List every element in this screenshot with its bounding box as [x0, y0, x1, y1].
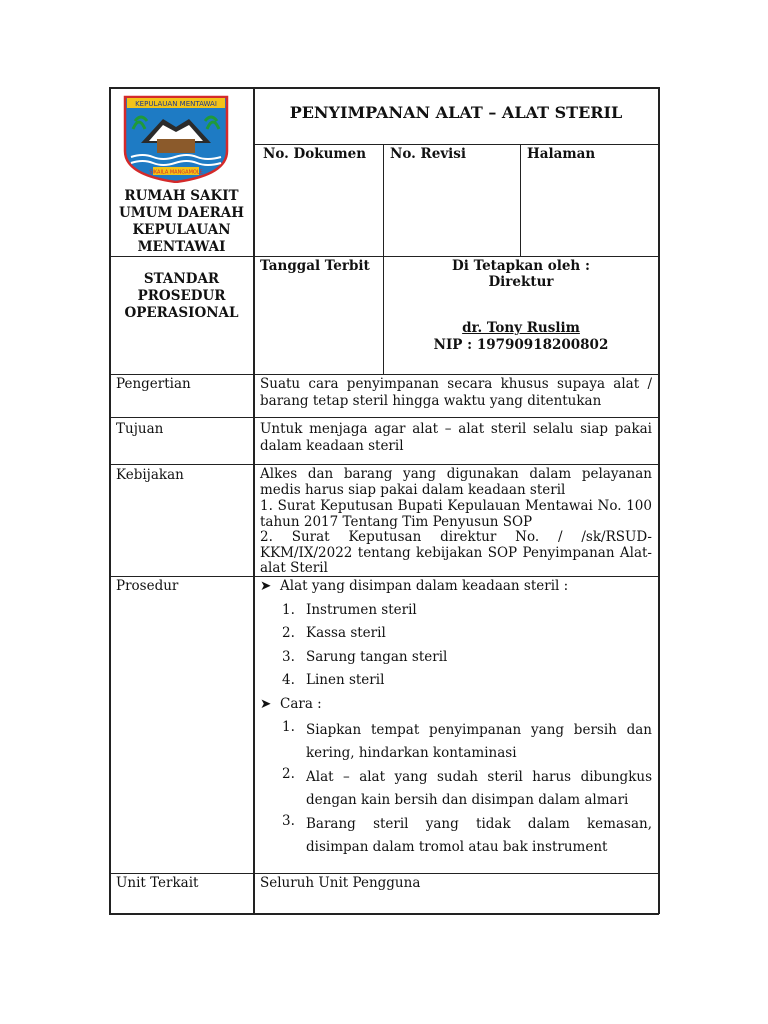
prosedur-list2-number: 2. — [282, 766, 295, 782]
arrow-bullet-icon: ➤ — [260, 578, 272, 594]
pengertian-row-divider — [109, 417, 659, 418]
sop-heading — [110, 271, 253, 322]
kebijakan-item-2: 2. Surat Keputusan direktur No. / /sk/RSUD-KKM/IX/2022 tentang kebijakan SOP Penyimpanan Alat-alat Steril — [260, 529, 652, 576]
sop-row-divider — [109, 374, 659, 375]
unit-terkait-text: Seluruh Unit Pengguna — [260, 875, 421, 891]
prosedur-list1-text: Sarung tangan steril — [306, 649, 448, 665]
prosedur-list2-text: Siapkan tempat penyimpanan yang bersih dan kering, hindarkan kontaminasi — [306, 722, 652, 761]
issue-date-label: Tanggal Terbit — [260, 258, 370, 274]
sop-heading-line-2: PROSEDUR — [137, 288, 226, 304]
table-border-right — [658, 87, 660, 914]
tujuan-label: Tujuan — [116, 421, 164, 437]
prosedur-list1-item: 2. Kassa steril — [282, 625, 386, 641]
hospital-logo — [123, 95, 229, 183]
page-label: Halaman — [527, 146, 596, 162]
pengertian-label: Pengertian — [116, 376, 191, 392]
prosedur-list1-item: 3. Sarung tangan steril — [282, 649, 448, 665]
prosedur-list1-text: Linen steril — [306, 672, 385, 688]
approver-title: Direktur — [488, 274, 554, 290]
doc-col-divider-2 — [520, 144, 521, 257]
prosedur-bullet-1 — [260, 578, 568, 595]
doc-number-label: No. Dokumen — [263, 146, 367, 162]
doc-row-divider — [109, 256, 659, 257]
kebijakan-label: Kebijakan — [116, 467, 184, 483]
kebijakan-intro: Alkes dan barang yang digunakan dalam pelayanan medis harus siap pakai dalam keadaan steril — [260, 466, 652, 498]
prosedur-list2-number: 3. — [282, 813, 295, 829]
tujuan-row-divider — [109, 464, 659, 465]
approver-name: dr. Tony Ruslim — [462, 320, 580, 336]
unit-terkait-label: Unit Terkait — [116, 875, 199, 891]
prosedur-bullet-2-text: Cara : — [280, 696, 322, 712]
prosedur-bullet-2 — [260, 696, 322, 713]
prosedur-list1-item: 4. Linen steril — [282, 672, 385, 688]
table-border-bottom — [109, 913, 659, 915]
prosedur-list1-text: Kassa steril — [306, 625, 386, 641]
table-border-top — [109, 87, 659, 89]
hospital-name-line-1: RUMAH SAKIT — [124, 188, 239, 204]
sop-heading-line-1: STANDAR — [143, 271, 220, 287]
tujuan-text: Untuk menjaga agar alat – alat steril selalu siap pakai dalam keadaan steril — [260, 421, 652, 454]
title-row-divider — [253, 144, 659, 145]
prosedur-list2-number: 1. — [282, 719, 295, 735]
logo-banner-text: KEPULAUAN MENTAWAI — [135, 100, 217, 108]
hospital-name-line-4: MENTAWAI — [137, 239, 226, 255]
prosedur-row-divider — [109, 873, 659, 874]
prosedur-list2-text: Barang steril yang tidak dalam kemasan, disimpan dalam tromol atau bak instrument — [306, 816, 652, 855]
prosedur-list2-text: Alat – alat yang sudah steril harus dibungkus dengan kain bersih dan disimpan dalam almari — [306, 769, 652, 808]
hospital-name — [110, 188, 253, 256]
table-column-divider — [253, 87, 255, 914]
prosedur-list1-text: Instrumen steril — [306, 602, 417, 618]
prosedur-list1-item: 1. Instrumen steril — [282, 602, 417, 618]
document-title: PENYIMPANAN ALAT – ALAT STERIL — [289, 103, 623, 122]
pengertian-text: Suatu cara penyimpanan secara khusus supaya alat / barang tetap steril hingga waktu yang ditentukan — [260, 376, 652, 409]
approver-nip: NIP : 19790918200802 — [433, 337, 609, 353]
approved-by-label: Di Tetapkan oleh : — [452, 258, 590, 274]
arrow-bullet-icon: ➤ — [260, 696, 272, 712]
hospital-name-line-3: KEPULAUAN — [132, 222, 231, 238]
kebijakan-item-1: 1. Surat Keputusan Bupati Kepulauan Mentawai No. 100 tahun 2017 Tentang Tim Penyusun SOP — [260, 498, 652, 530]
sop-heading-line-3: OPERASIONAL — [124, 305, 239, 321]
hospital-name-line-2: UMUM DAERAH — [118, 205, 245, 221]
prosedur-label: Prosedur — [116, 578, 179, 594]
logo-motto-text: SIKAILA MANGAMOLE — [149, 169, 203, 176]
prosedur-bullet-1-text: Alat yang disimpan dalam keadaan steril : — [280, 578, 569, 594]
revision-label: No. Revisi — [390, 146, 467, 162]
